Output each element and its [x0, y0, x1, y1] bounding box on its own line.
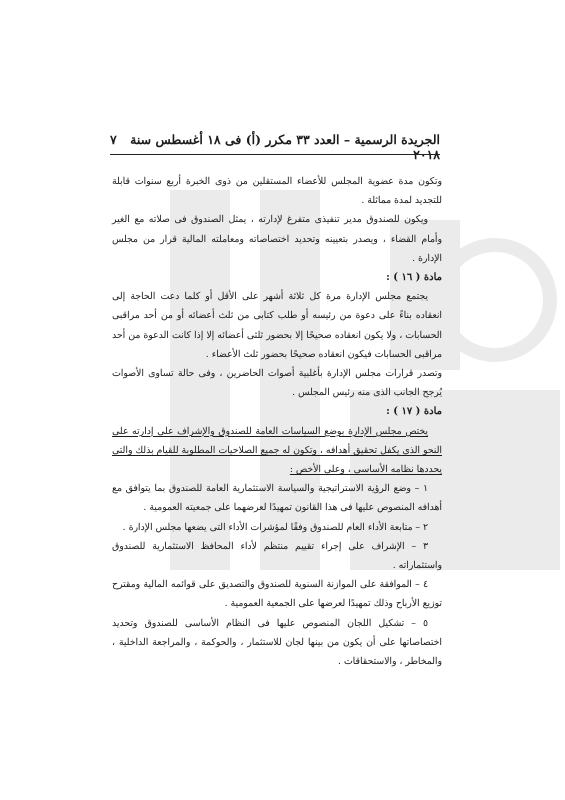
list-item-1: ١ – وضع الرؤية الاستراتيجية والسياسة الاستثمارية العامة للصندوق بما يتوافق مع أهدافه المنصوص عليها فى هذا القانون تمهيدًا لعرضهما على جمعيته العمومية . [112, 483, 442, 514]
page-header [110, 132, 440, 162]
paragraph-executive-director: ويكون للصندوق مدير تنفيذى متفرغ لإدارته ، يمثل الصندوق فى صلاته مع الغير وأمام القضاء ، ويصدر بتعيينه وتحديد اختصاصاته ومعاملته المالية قرار من مجلس الإدارة . [112, 214, 442, 264]
list-item-4: ٤ – الموافقة على الموازنة السنوية للصندوق والتصديق على قوائمه المالية ومقترح توزيع الأرباح وذلك تمهيدًا لعرضها على الجمعية العمومية . [112, 579, 442, 610]
page-number: ٧ [110, 132, 117, 147]
list-item-3: ٣ – الإشراف على إجراء تقييم منتظم لأداء المحافظ الاستثمارية للصندوق واستثماراته . [112, 540, 442, 572]
document-body [112, 172, 442, 671]
paragraph-board-decisions: وتصدر قرارات مجلس الإدارة بأغلبية أصوات الحاضرين ، وفى حالة تساوى الأصوات يُرجح الجانب الذى منه رئيس المجلس . [112, 368, 442, 399]
article-16-heading: مادة ( ١٦ ) : [386, 272, 442, 284]
article-17-heading: مادة ( ١٧ ) : [386, 406, 442, 418]
paragraph-membership-term: وتكون مدة عضوية المجلس للأعضاء المستقلين من ذوى الخبرة أربع سنوات قابلة للتجديد لمدة مماثلة . [112, 176, 442, 207]
list-item-2: ٢ – متابعة الأداء العام للصندوق وفقًا لمؤشرات الأداء التى يضعها مجلس الإدارة . [122, 521, 428, 533]
header-divider [110, 154, 440, 155]
paragraph-board-competence: يختص مجلس الإدارة بوضع السياسات العامة للصندوق والإشراف على إدارته على النحو الذى يكفل تحقيق أهدافه ، وتكون له جميع الصلاحيات المطلوبة للقيام بذلك والتى يحددها نظامه الأساسى ، وعلى الأخص : [112, 425, 442, 476]
list-item-5: ٥ – تشكيل اللجان المنصوص عليها فى النظام الأساسى للصندوق وتحديد اختصاصاتها على أن يكون من بينها لجان للاستثمار ، والحوكمة ، والمراجعة الداخلية ، والمخاطر ، والاستحقاقات . [112, 617, 442, 668]
paragraph-board-meetings: يجتمع مجلس الإدارة مرة كل ثلاثة أشهر على الأقل أو كلما دعت الحاجة إلى انعقاده بناءً على دعوة من رئيسه أو طلب كتابى من ثلث أعضائه أو من أحد مراقبى الحسابات ، ولا يكون انعقاده صحيحًا إلا بحضور ثلثى أعضائه إلا إذا كانت الدعوة من أحد مراقبى الحسابات فيكون انعقاده صحيحًا بحضور ثلث الأعضاء . [112, 291, 442, 360]
gazette-title: الجريدة الرسمية – العدد ٣٣ مكرر (أ) فى ١٨ أغسطس سنة ٢٠١٨ [130, 132, 440, 162]
